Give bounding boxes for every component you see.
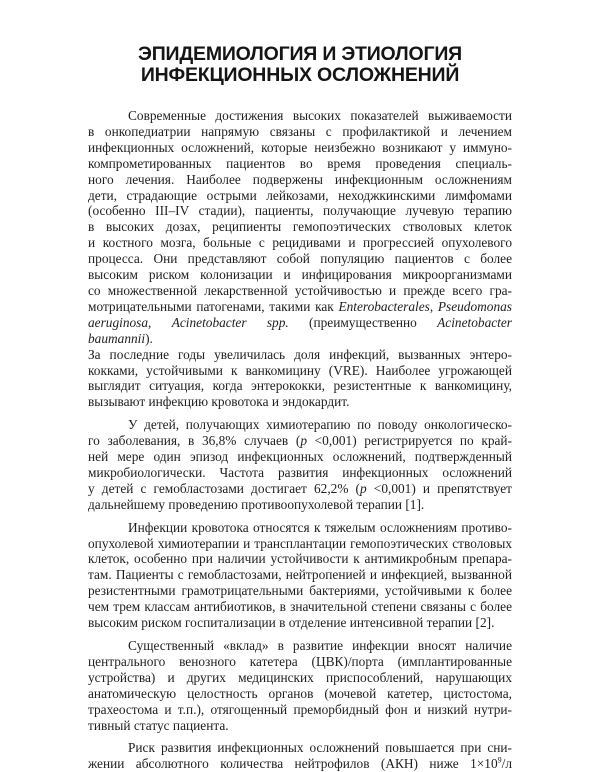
text-run: мотрицательными патогенами, такими как <box>88 298 339 314</box>
text-line: процесса. Они представляют собой популяцию пациентов с более <box>88 251 512 267</box>
text-line: устройства) и других медицинских приспособлений, нарушающих <box>88 669 512 685</box>
text-run: жении абсолютного количества нейтрофилов (АКН) ниже 1×10 <box>88 756 498 772</box>
text-run: , <box>148 314 172 330</box>
paragraph-1 <box>88 108 512 410</box>
text-line: компрометированных пациентов во время проведения специаль- <box>88 155 512 171</box>
text-line: дети, страдающие острыми лейкозами, неходжкинскими лимфомами <box>88 187 512 203</box>
text-line: ней мере один эпизод инфекционных осложнений, подтвержденный <box>88 449 512 465</box>
text-line: чем трем классам антибиотиков, в значительной степени связаны с более <box>88 599 512 615</box>
italic-term: aeruginosa <box>88 314 149 330</box>
text-line: тивный статус пациента. <box>88 717 229 733</box>
text-line: выглядит ситуация, когда энтерококки, резистентные к ванкомицину, <box>88 378 512 394</box>
text-line: вызывают инфекцию кровотока и эндокардит. <box>88 394 350 410</box>
italic-term: Acinetobacter baumannii <box>88 314 512 346</box>
italic-term: p <box>360 480 367 496</box>
text-line: У детей, получающих химиотерапию по поводу онкологическо- <box>128 417 512 433</box>
text-line: микробиологически. Частота развития инфекционных осложнений <box>88 464 512 480</box>
italic-term: p <box>300 433 307 449</box>
text-line: Существенный «вклад» в развитие инфекции вносят наличие <box>128 638 512 653</box>
text-run: у детей с гемобластозами достигает 62,2% ( <box>88 480 361 496</box>
italic-term: Pseudomonas <box>437 298 512 314</box>
title-line-2: ИНФЕКЦИОННЫХ ОСЛОЖНЕНИЙ <box>140 64 460 86</box>
text-line <box>88 433 512 449</box>
text-line: резистентными грамотрицательными бактериями, устойчивыми к более <box>88 583 512 599</box>
text-line <box>88 481 512 497</box>
text-line: (особенно III–IV стадии), пациенты, получающие лучевую терапию <box>88 203 512 219</box>
text-line: высоким риском колонизации и инфицирования микроорганизмами <box>88 267 512 283</box>
text-line <box>88 315 512 347</box>
text-line: опухолевой химиотерапии и трансплантации гемопоэтических стволовых <box>88 535 512 551</box>
text-line: Современные достижения высоких показателей выживаемости <box>128 108 512 123</box>
text-run: ). <box>145 330 153 346</box>
text-run: <0,001) и препятствует <box>366 480 513 496</box>
text-line: в высоких дозах, реципиенты гемопоэтических стволовых клеток <box>88 219 512 235</box>
text-line: высоким риском госпитализации в отделение интенсивной терапии [2]. <box>88 615 495 631</box>
text-run: , <box>429 298 438 314</box>
text-line <box>88 756 512 772</box>
text-line: За последние годы увеличилась доля инфекций, вызванных энтеро- <box>88 346 512 362</box>
text-run: /л <box>501 756 512 772</box>
text-line <box>88 299 512 315</box>
page-title <box>88 44 512 86</box>
text-line: инфекционных осложнений, которые неизбежно возникают у иммуно- <box>88 139 512 155</box>
text-line: там. Пациенты с гемобластозами, нейтропенией и инфекцией, вызванной <box>88 567 512 583</box>
italic-term: Acinetobacter spp. <box>171 314 289 330</box>
text-line: анатомическую целостность органов (мочевой катетер, цистостома, <box>88 685 512 701</box>
body-text <box>88 108 512 772</box>
text-line: ного лечения. Наиболее подвержены инфекционным осложнениям <box>88 171 512 187</box>
text-line: и костного мозга, больные с рецидивами и прогрессией опухолевого <box>88 235 512 251</box>
text-line: центрального венозного катетера (ЦВК)/порта (имплантированные <box>88 653 512 669</box>
text-run: (преимущественно <box>288 314 438 330</box>
text-run: <0,001) регистрируется по край- <box>306 433 513 449</box>
italic-term: Enterobacterales <box>338 298 430 314</box>
text-line: клеток, особенно при наличии устойчивости к антимикробным препара- <box>88 551 512 567</box>
text-line: Риск развития инфекционных осложнений повышается при сни- <box>128 740 512 756</box>
text-line: со множественной лекарственной устойчивостью и прежде всего гра- <box>88 282 512 298</box>
paragraph-4 <box>88 638 512 733</box>
superscript: 9 <box>497 755 502 765</box>
paragraph-3 <box>88 520 512 631</box>
text-line: в онкопедиатрии напрямую связаны с профилактикой и лечением <box>88 123 512 139</box>
text-run: го заболевания, в 36,8% случаев ( <box>88 433 301 449</box>
text-line: трахеостома и т.п.), отягощенный преморбидный фон и низкий нутри- <box>88 701 512 717</box>
paragraph-2 <box>88 417 512 512</box>
text-line: кокками, устойчивыми к ванкомицину (VRE). Наиболее угрожающей <box>88 362 512 378</box>
text-line: Инфекции кровотока относятся к тяжелым осложнениям противо- <box>128 519 512 535</box>
paragraph-5 <box>88 740 512 772</box>
text-line: дальнейшему проведению противоопухолевой терапии [1]. <box>88 496 425 512</box>
title-line-1: ЭПИДЕМИОЛОГИЯ И ЭТИОЛОГИЯ <box>138 43 462 65</box>
